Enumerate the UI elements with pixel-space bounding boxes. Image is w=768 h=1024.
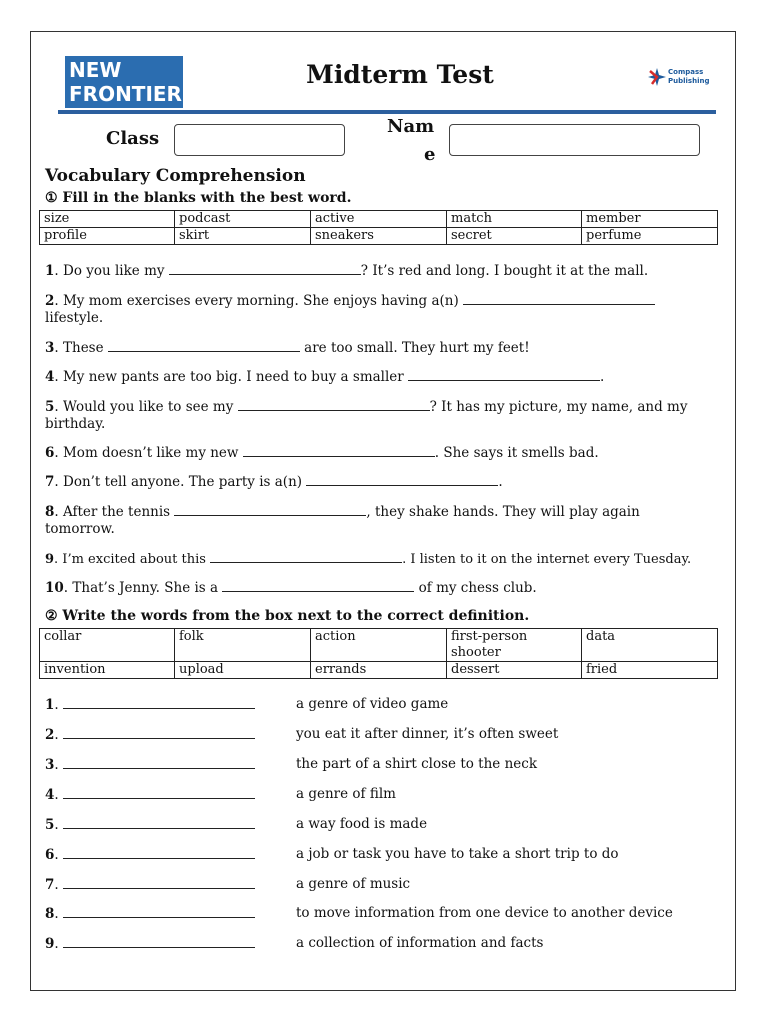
question-text: . Would you like to see my [54, 399, 238, 415]
definition-text: the part of a shirt close to the neck [296, 756, 538, 772]
definition-text: a way food is made [296, 816, 428, 832]
question-text: . My mom exercises every morning. She enjoys having a(n) [54, 293, 464, 309]
question-text: ? It has my picture, my name, and my birthday. [45, 399, 688, 432]
question-number: 2 [45, 293, 55, 309]
answer-blank[interactable] [63, 696, 255, 709]
answer-blank[interactable] [63, 756, 255, 769]
question-text: . I’m excited about this [54, 552, 211, 567]
question-text: . Don’t tell anyone. The party is a(n) [54, 474, 307, 490]
name-field[interactable] [449, 124, 700, 156]
question-1 [45, 262, 735, 280]
question-text: . She says it smells bad. [434, 445, 599, 461]
answer-blank[interactable] [169, 262, 361, 275]
question-6 [45, 444, 735, 462]
word-cell: podcast [175, 211, 311, 228]
definition-number: 1 [45, 697, 55, 713]
question-text: . After the tennis [54, 504, 175, 520]
question-text: . My new pants are too big. I need to buy a smaller [54, 369, 409, 385]
question-4 [45, 368, 735, 386]
answer-blank[interactable] [63, 876, 255, 889]
section-title: Vocabulary Comprehension [45, 166, 306, 186]
name-label-part-2: e [424, 144, 436, 165]
question-number: 6 [45, 445, 55, 461]
word-cell: fried [582, 662, 718, 679]
answer-blank[interactable] [108, 339, 300, 352]
part1-word-box [39, 210, 718, 245]
answer-blank[interactable] [210, 550, 402, 563]
question-text: . [600, 369, 605, 385]
word-cell: action [311, 629, 447, 662]
question-5 [45, 398, 715, 433]
question-text: of my chess club. [414, 580, 537, 596]
answer-blank[interactable] [63, 816, 255, 829]
question-text: . [498, 474, 503, 490]
word-cell: collar [40, 629, 175, 662]
word-cell: active [311, 211, 447, 228]
question-text: . Mom doesn’t like my new [54, 445, 243, 461]
answer-blank[interactable] [63, 726, 255, 739]
answer-blank[interactable] [306, 473, 498, 486]
compass-publishing-logo [646, 66, 716, 88]
definition-number: 5 [45, 817, 55, 833]
word-cell: upload [175, 662, 311, 679]
question-8 [45, 503, 675, 538]
word-cell: profile [40, 228, 175, 245]
definition-row-6: 6. [45, 846, 255, 863]
header-divider [58, 110, 716, 114]
page-title: Midterm Test [306, 60, 494, 89]
question-number: 7 [45, 474, 55, 490]
answer-blank[interactable] [174, 503, 366, 516]
class-field[interactable] [174, 124, 345, 156]
word-cell: errands [311, 662, 447, 679]
definition-number: 6 [45, 847, 55, 863]
question-text: are too small. They hurt my feet! [299, 340, 530, 356]
definition-row-7: 7. [45, 876, 255, 893]
definition-row-9: 9. [45, 935, 255, 952]
definition-number: 3 [45, 757, 55, 773]
definition-number: 8 [45, 906, 55, 922]
part2-word-box [39, 628, 718, 679]
answer-blank[interactable] [408, 368, 600, 381]
word-box-row [40, 629, 718, 662]
definition-number: 4 [45, 787, 55, 803]
question-text: ? It’s red and long. I bought it at the mall. [360, 263, 649, 279]
publisher-line-2: Publishing [668, 77, 710, 85]
answer-blank[interactable] [63, 846, 255, 859]
question-number: 3 [45, 340, 55, 356]
definition-text: a genre of film [296, 786, 396, 802]
word-cell: skirt [175, 228, 311, 245]
compass-star-icon [646, 66, 668, 88]
definition-row-8: 8. [45, 905, 255, 922]
word-cell: member [582, 211, 718, 228]
part2-instruction: ② Write the words from the box next to the correct definition. [45, 608, 530, 624]
word-cell: secret [447, 228, 582, 245]
question-number: 10 [45, 580, 64, 596]
word-cell: perfume [582, 228, 718, 245]
word-cell: invention [40, 662, 175, 679]
definition-number: 2 [45, 727, 55, 743]
logo-line-1: NEW [69, 58, 122, 82]
word-box-row [40, 662, 718, 679]
logo-line-2: FRONTIERS [69, 82, 197, 106]
question-7 [45, 473, 735, 491]
publisher-line-1: Compass [668, 68, 704, 76]
new-frontiers-logo [65, 56, 197, 108]
definition-text: a genre of music [296, 876, 411, 892]
word-cell: size [40, 211, 175, 228]
word-cell: folk [175, 629, 311, 662]
definition-number: 9 [45, 936, 55, 952]
name-label-part-1: Nam [387, 116, 435, 137]
answer-blank[interactable] [63, 935, 255, 948]
definition-text: a job or task you have to take a short trip to do [296, 846, 619, 862]
definition-row-1: 1. [45, 696, 255, 713]
word-cell: match [447, 211, 582, 228]
question-number: 5 [45, 399, 55, 415]
definition-number: 7 [45, 877, 55, 893]
definition-row-2: 2. [45, 726, 255, 743]
definition-text: a genre of video game [296, 696, 449, 712]
answer-blank[interactable] [63, 905, 255, 918]
question-number: 8 [45, 504, 55, 520]
answer-blank[interactable] [222, 579, 414, 592]
question-text: lifestyle. [45, 310, 104, 326]
question-9 [45, 550, 735, 568]
word-box-row [40, 228, 718, 245]
word-cell: sneakers [311, 228, 447, 245]
word-cell: dessert [447, 662, 582, 679]
part1-instruction: ① Fill in the blanks with the best word. [45, 190, 352, 206]
question-number: 9 [45, 552, 55, 567]
answer-blank[interactable] [63, 786, 255, 799]
answer-blank[interactable] [238, 398, 430, 411]
answer-blank[interactable] [243, 444, 435, 457]
definition-text: to move information from one device to another device [296, 905, 673, 921]
definition-row-4: 4. [45, 786, 255, 803]
question-number: 1 [45, 263, 55, 279]
class-label: Class [106, 128, 160, 149]
definition-text: you eat it after dinner, it’s often sweet [296, 726, 559, 742]
question-text: , they shake hands. They will play again tomorrow. [45, 504, 640, 537]
question-10 [45, 579, 735, 597]
definition-row-3: 3. [45, 756, 255, 773]
definition-text: a collection of information and facts [296, 935, 544, 951]
question-text: . These [54, 340, 108, 356]
question-text: . I listen to it on the internet every Tuesday. [402, 552, 692, 567]
question-number: 4 [45, 369, 55, 385]
question-text: . Do you like my [54, 263, 169, 279]
answer-blank[interactable] [463, 292, 655, 305]
word-cell: data [582, 629, 718, 662]
word-box-row [40, 211, 718, 228]
question-2 [45, 292, 685, 327]
word-cell: first-person shooter [447, 629, 582, 662]
question-text: . That’s Jenny. She is a [63, 580, 223, 596]
question-3 [45, 339, 735, 357]
definition-row-5: 5. [45, 816, 255, 833]
